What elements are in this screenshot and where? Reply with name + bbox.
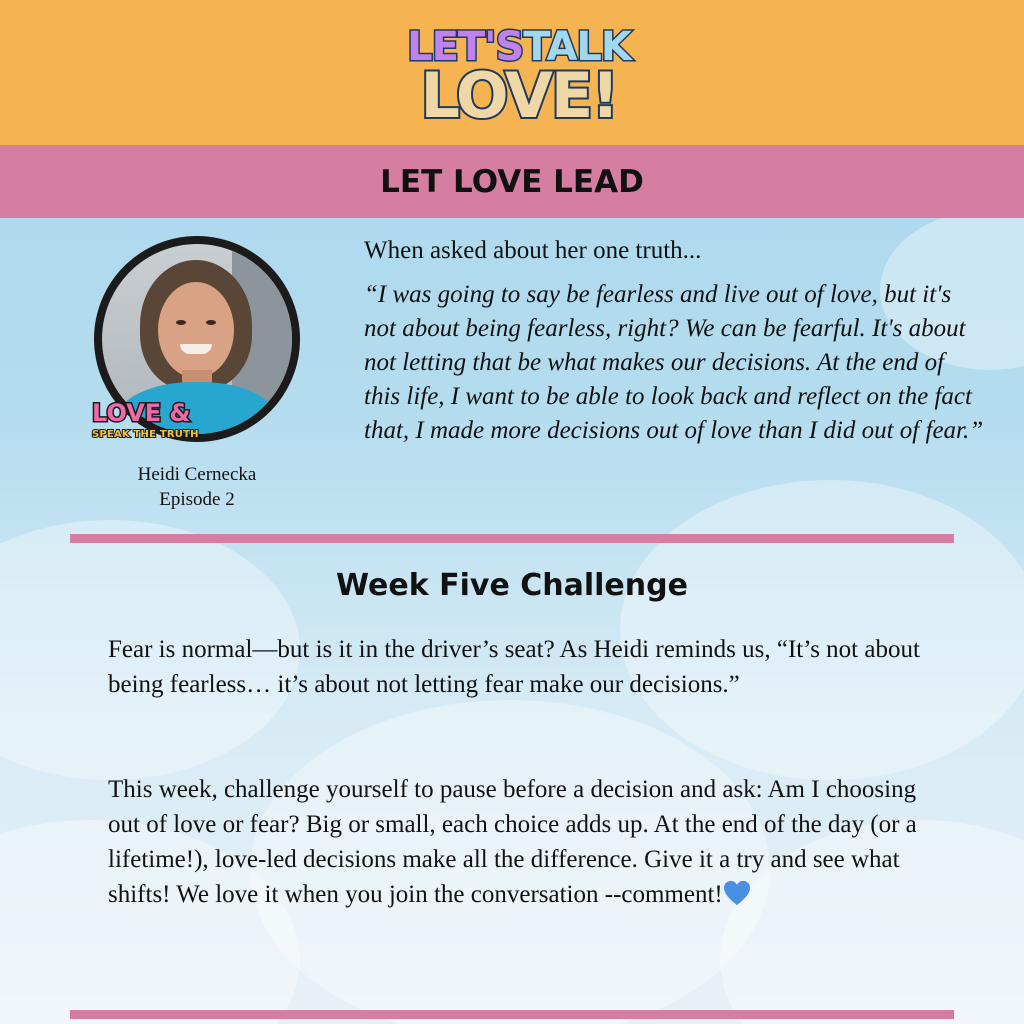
logo-lets: LET'S (407, 24, 524, 70)
challenge-paragraph-2: This week, challenge yourself to pause before a decision and ask: Am I choosing out of love or fear? Big or small, each choice adds up. At the end of the day (or a lifetime!), love-led decisions make all the difference. Give it a try and see what shifts! We love it when you join the conversation --comment! (108, 776, 917, 908)
challenge-title: Week Five Challenge (336, 568, 688, 603)
badge-line-2: SPEAK THE TRUTH (92, 429, 199, 440)
photo-eye (206, 320, 216, 325)
lets-talk-love-logo (354, 24, 684, 132)
badge-line-1: LOVE & (92, 399, 191, 427)
quote-intro: When asked about her one truth... (364, 237, 702, 264)
section-divider (70, 534, 954, 543)
blue-heart-icon (723, 880, 751, 906)
challenge-paragraph-2-wrap (108, 772, 948, 912)
cloud-decoration (620, 480, 1024, 780)
logo-talk: TALK (523, 24, 631, 70)
photo-eye (176, 320, 186, 325)
guest-name: Heidi Cernecka (137, 464, 257, 485)
podcast-badge (90, 398, 200, 446)
guest-episode: Episode 2 (159, 489, 235, 510)
photo-face (158, 282, 234, 378)
logo-line-2 (354, 59, 684, 132)
guest-caption (94, 462, 300, 512)
challenge-paragraph-1: Fear is normal—but is it in the driver’s seat? As Heidi reminds us, “It’s not about being fearless… it’s about not letting fear make our decisions.” (108, 636, 920, 698)
logo-love: LOVE! (420, 59, 618, 132)
bottom-divider (70, 1010, 954, 1019)
banner-title: LET LOVE LEAD (380, 164, 644, 200)
header (0, 0, 1024, 145)
photo-smile (180, 344, 212, 354)
guest-quote: “I was going to say be fearless and live out of love, but it's not about being fearless, right? We can be fearful. It's about not letting that be what makes our decisions. At the end of this life, I want to be able to look back and reflect on the fact that, I made more decisions out of love than I did out of fear.” (364, 281, 984, 444)
banner (0, 145, 1024, 218)
